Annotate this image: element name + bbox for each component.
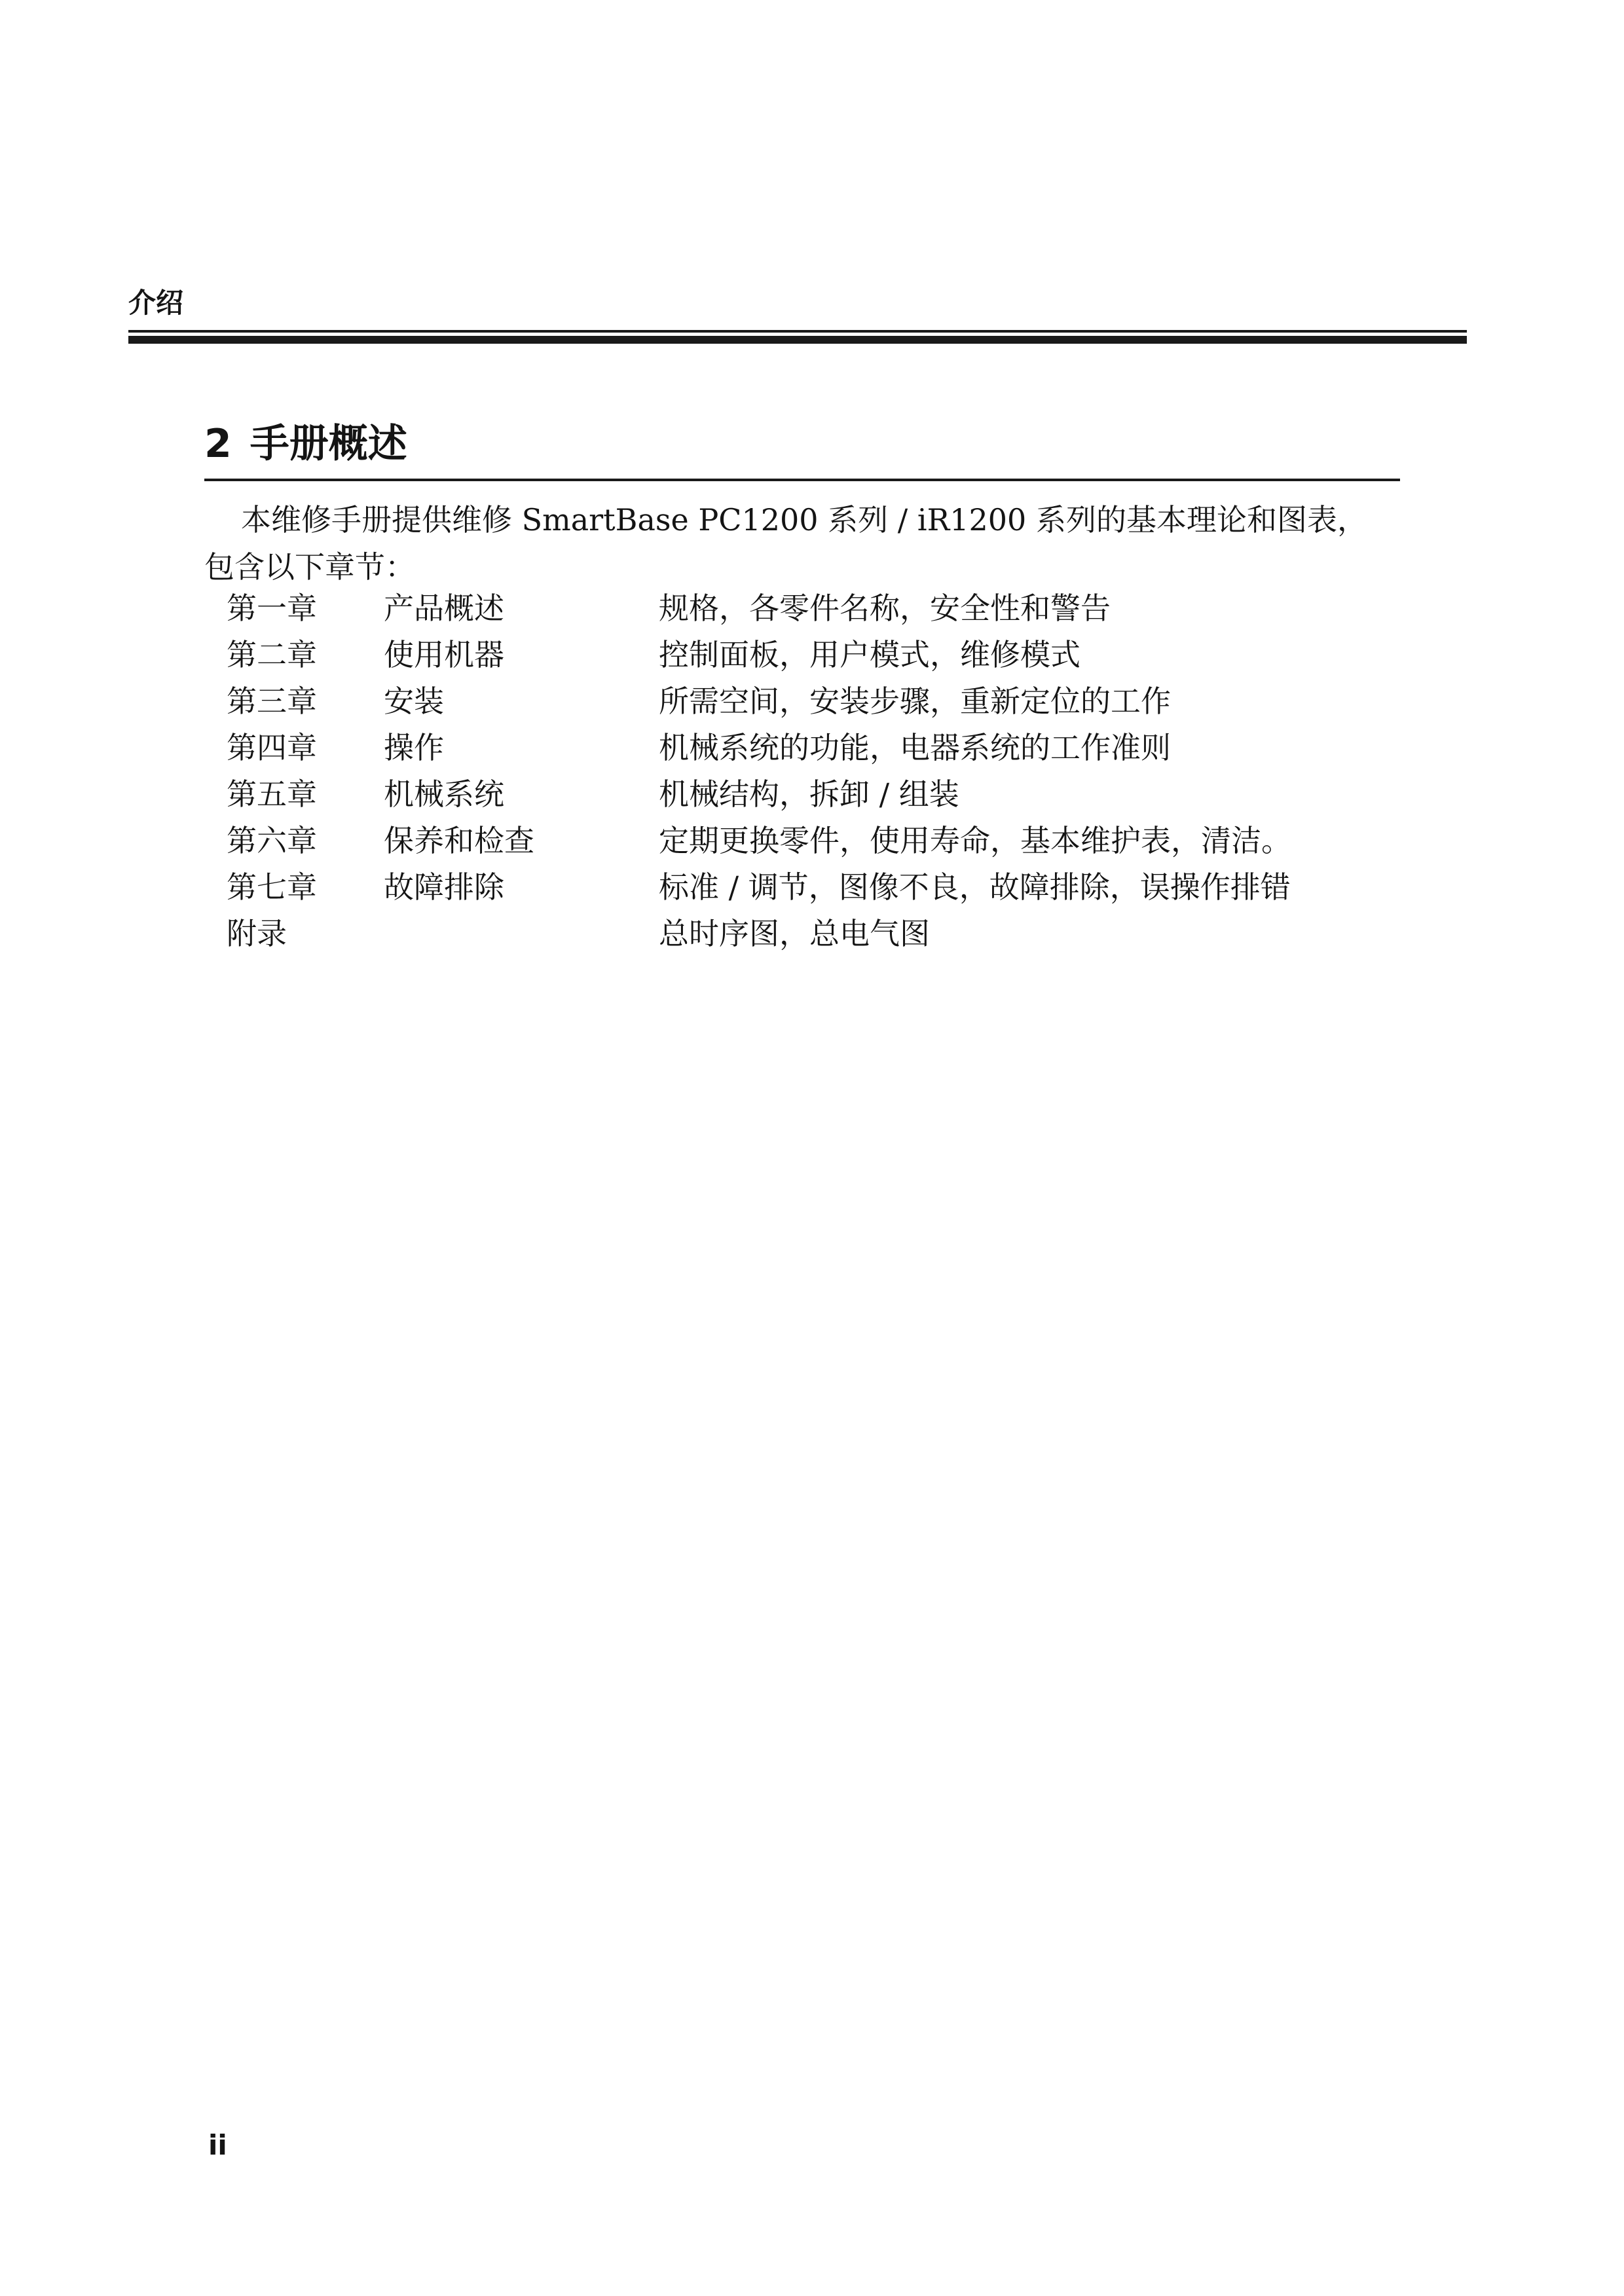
chapter-title: 故障排除 (384, 869, 504, 905)
chapter-description: 标准 / 调节，图像不良，故障排除，误操作排错 (659, 869, 1291, 905)
chapter-row (227, 632, 1405, 678)
chapter-label: 第二章 (227, 637, 317, 672)
page-number: ii (208, 2129, 227, 2161)
chapter-row (227, 725, 1405, 771)
chapter-row (227, 911, 1405, 957)
intro-paragraph: 本维修手册提供维修 SmartBase PC1200 系列 / iR1200 系列的基本理论和图表，包含以下章节： (204, 502, 1367, 585)
chapter-label: 第一章 (227, 591, 317, 626)
chapter-description: 定期更换零件，使用寿命，基本维护表，清洁。 (659, 823, 1291, 858)
chapter-label: 第六章 (227, 823, 317, 858)
chapter-row (227, 585, 1405, 632)
header-rule-thin (128, 330, 1467, 333)
chapter-title: 保养和检查 (384, 823, 534, 858)
chapter-row (227, 818, 1405, 864)
chapter-row (227, 864, 1405, 911)
header-rule-thick (128, 336, 1467, 344)
chapter-label: 第五章 (227, 776, 317, 812)
chapter-label: 附录 (227, 916, 287, 951)
chapter-title: 安装 (384, 683, 444, 719)
chapter-list (227, 585, 1405, 957)
chapter-title: 使用机器 (384, 637, 504, 672)
chapter-label: 第四章 (227, 730, 317, 765)
chapter-description: 所需空间，安装步骤，重新定位的工作 (659, 683, 1171, 719)
chapter-description: 机械结构，拆卸 / 组装 (659, 776, 959, 812)
chapter-description: 机械系统的功能，电器系统的工作准则 (659, 730, 1171, 765)
chapter-row (227, 771, 1405, 818)
chapter-title: 产品概述 (384, 591, 504, 626)
chapter-title: 机械系统 (384, 776, 504, 812)
section-title (204, 419, 407, 469)
chapter-label: 第三章 (227, 683, 317, 719)
chapter-label: 第七章 (227, 869, 317, 905)
chapter-description: 规格，各零件名称，安全性和警告 (659, 591, 1111, 626)
running-header: 介绍 (128, 287, 184, 319)
chapter-description: 总时序图，总电气图 (659, 916, 930, 951)
section-title-text: 手册概述 (249, 421, 407, 467)
section-rule (204, 479, 1400, 481)
chapter-title: 操作 (384, 730, 444, 765)
chapter-row (227, 678, 1405, 725)
section-number: 2 (204, 421, 232, 467)
chapter-description: 控制面板，用户模式，维修模式 (659, 637, 1080, 672)
